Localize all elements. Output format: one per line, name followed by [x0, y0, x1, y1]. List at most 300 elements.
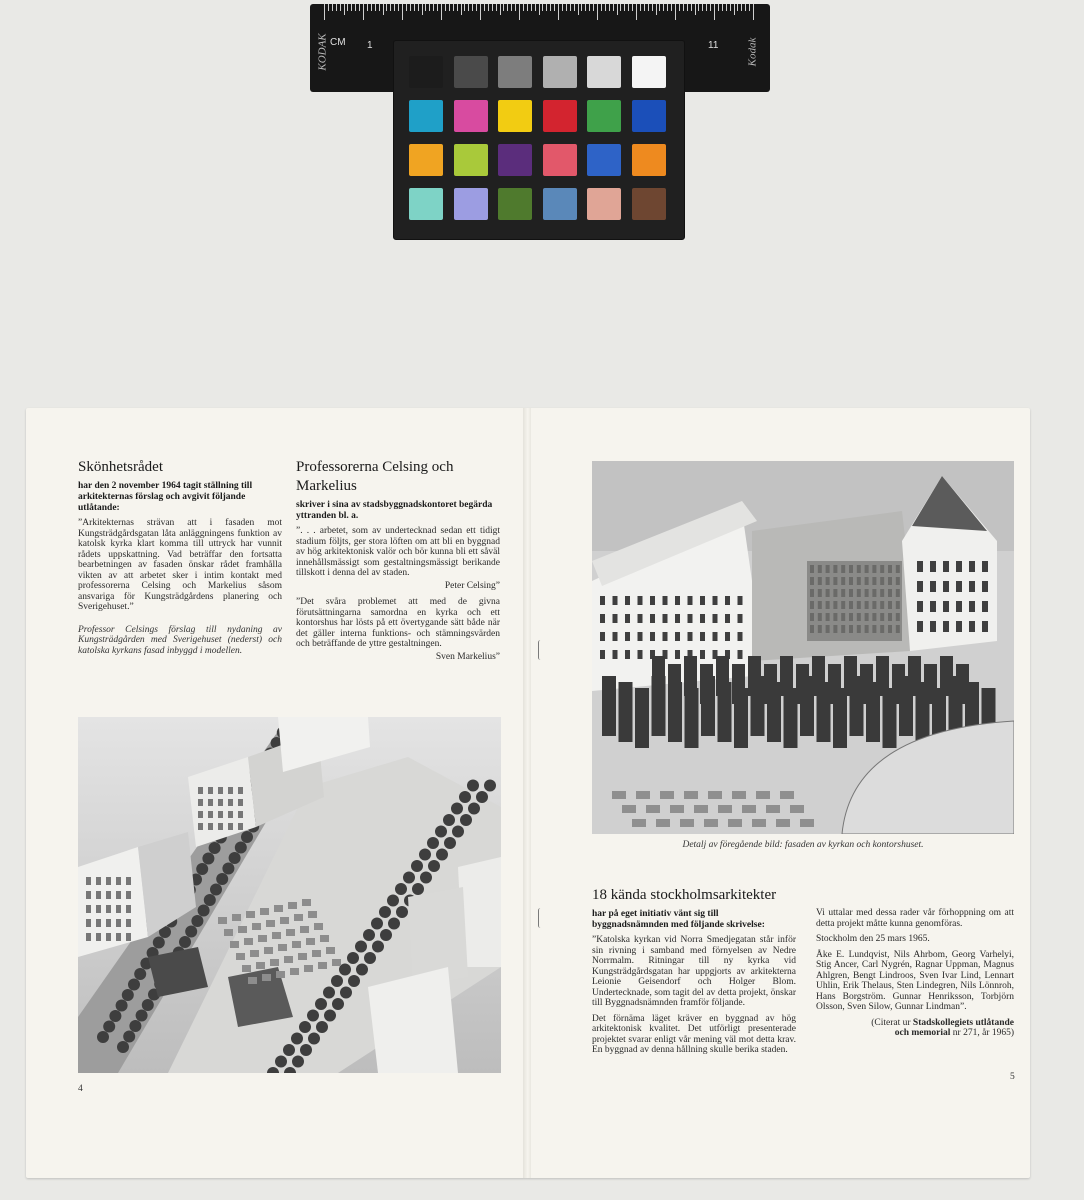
paving-tile	[236, 953, 245, 960]
ruler-tick	[488, 4, 489, 11]
window	[96, 919, 101, 927]
ruler-tick	[566, 4, 567, 11]
window	[198, 811, 203, 818]
window	[943, 601, 949, 612]
tree	[411, 860, 423, 872]
window	[713, 614, 718, 623]
facade-window	[849, 589, 853, 597]
right-page	[526, 408, 1030, 1178]
tree-block	[860, 664, 873, 704]
quote-text	[296, 526, 500, 662]
ruler-tick	[398, 4, 399, 11]
skonhetsradet-column	[78, 458, 282, 656]
window	[638, 614, 643, 623]
signatories-list: Åke E. Lundqvist, Nils Ahrbom, Georg Varhelyi, Stig Ancer, Carl Nygrén, Ragnar Uppman, Magnus Ahlgren, Bengt Lindroos, Sven Ivar Lind, Lennart Uhlin, Erik Thelaus, Sten Lindegren, Nils Lönnroh, Hans Borgström. Gunnar Henriksson, Torbjörn Olsson, Sven Silow, Gunnar Lindman”.	[816, 949, 1014, 1012]
tree	[427, 837, 439, 849]
tree	[476, 791, 488, 803]
window	[663, 596, 668, 605]
facade-window	[888, 613, 892, 621]
tree	[202, 853, 214, 865]
window	[238, 823, 243, 830]
window	[600, 596, 605, 605]
ruler-tick	[683, 4, 684, 11]
window	[956, 561, 962, 572]
ruler-tick	[667, 4, 668, 11]
ruler-tick	[379, 4, 380, 11]
color-swatch	[632, 100, 666, 132]
color-swatch	[454, 56, 488, 88]
color-swatch	[498, 144, 532, 176]
paving-tile	[244, 938, 253, 945]
paving-tile	[680, 819, 694, 827]
window	[638, 632, 643, 641]
photo-caption: Professor Celsings förslag till nydaning av Kungsträdgården med Sverigehuset (nederst) och katolska kyrkans fasad inbyggd i modellen.	[78, 624, 282, 656]
section-lead: har den 2 november 1964 tagit ställning till arkitekternas förslag och avgivit följande utlåtande:	[78, 481, 253, 513]
paving-tile	[318, 962, 327, 969]
window	[208, 811, 213, 818]
ruler-tick	[585, 4, 586, 11]
facade-window	[818, 577, 822, 585]
ruler-tick	[597, 4, 598, 20]
window	[198, 823, 203, 830]
ruler-tick	[644, 4, 645, 11]
staple	[538, 908, 543, 928]
tree	[216, 873, 228, 885]
signature: Peter Celsing”	[444, 580, 500, 591]
ruler-tick	[671, 4, 672, 11]
ruler-tick	[402, 4, 403, 20]
facade-window	[865, 577, 869, 585]
tree	[451, 803, 463, 815]
ruler-tick	[367, 4, 368, 11]
tree	[331, 975, 343, 987]
facade-window	[888, 601, 892, 609]
window	[116, 933, 121, 941]
tree	[363, 929, 375, 941]
window	[86, 933, 91, 941]
window	[600, 632, 605, 641]
open-booklet	[26, 408, 1030, 1178]
paving-tile	[292, 941, 301, 948]
tree-block	[602, 676, 616, 736]
facade-window	[872, 625, 876, 633]
facade-window	[896, 601, 900, 609]
facade-window	[857, 601, 861, 609]
facade-window	[818, 589, 822, 597]
window	[956, 621, 962, 632]
ruler-tick	[433, 4, 434, 11]
ruler-tick	[640, 4, 641, 11]
ruler-brand-left: KODAK	[316, 33, 329, 71]
facade-window	[896, 625, 900, 633]
ruler-tick	[726, 4, 727, 11]
window	[943, 621, 949, 632]
ruler-tick	[753, 4, 754, 20]
section-heading: Professorerna Celsing och Markelius	[296, 459, 454, 494]
ruler-tick	[515, 4, 516, 11]
window	[738, 650, 743, 659]
tree-block	[700, 664, 713, 704]
ruler-tick	[675, 4, 676, 20]
paving-tile	[256, 962, 265, 969]
facade-window	[857, 589, 861, 597]
paving-tile	[660, 791, 674, 799]
tree-block	[764, 664, 777, 704]
ruler-tick	[340, 4, 341, 11]
window	[86, 905, 91, 913]
ruler-tick	[698, 4, 699, 11]
paving-tile	[656, 819, 670, 827]
letter-text	[592, 935, 796, 1056]
paving-tile	[258, 935, 267, 942]
paving-tile	[780, 791, 794, 799]
color-swatch	[587, 56, 621, 88]
window	[218, 811, 223, 818]
color-swatch	[632, 188, 666, 220]
paving-tile	[646, 805, 660, 813]
tree	[103, 1021, 115, 1033]
ruler-tick	[351, 4, 352, 11]
ruler-ticks	[324, 4, 760, 34]
section-lead: skriver i sina av stadsbyggnadskontoret begärda yttranden bl. a.	[296, 500, 493, 521]
ruler-tick	[570, 4, 571, 11]
ruler-tick	[737, 4, 738, 11]
ruler-tick	[527, 4, 528, 11]
color-swatch	[543, 100, 577, 132]
window	[969, 601, 975, 612]
paving-tile	[308, 911, 317, 918]
window	[930, 601, 936, 612]
tree	[275, 1056, 287, 1068]
facade-window	[896, 577, 900, 585]
ruler-tick	[511, 4, 512, 11]
window	[725, 632, 730, 641]
tree-block	[940, 656, 953, 696]
window	[713, 596, 718, 605]
facade-window	[865, 601, 869, 609]
window	[700, 632, 705, 641]
tree	[460, 814, 472, 826]
window	[126, 919, 131, 927]
window	[613, 614, 618, 623]
facade-window	[880, 589, 884, 597]
ruler-tick	[531, 4, 532, 11]
color-swatch	[409, 56, 443, 88]
facade-window	[888, 589, 892, 597]
ruler-tick	[659, 4, 660, 11]
tree	[291, 1033, 303, 1045]
color-swatch	[632, 144, 666, 176]
window	[96, 933, 101, 941]
ruler-tick	[418, 4, 419, 11]
facade-window	[818, 613, 822, 621]
window	[700, 596, 705, 605]
window	[638, 650, 643, 659]
tree-block	[685, 688, 699, 748]
paving-tile	[274, 905, 283, 912]
facade-window	[865, 589, 869, 597]
ruler-tick	[492, 4, 493, 11]
tree	[315, 998, 327, 1010]
tree	[204, 894, 216, 906]
paving-tile	[250, 950, 259, 957]
tree	[323, 987, 335, 999]
facade-window	[849, 577, 853, 585]
tree	[191, 915, 203, 927]
window	[663, 614, 668, 623]
facade-window	[880, 577, 884, 585]
ruler-tick	[386, 4, 387, 11]
paving-tile	[704, 819, 718, 827]
facade-window	[880, 565, 884, 573]
ruler-tick	[422, 4, 423, 15]
tree-block	[748, 656, 761, 696]
ruler-tick	[539, 4, 540, 15]
paving-tile	[718, 805, 732, 813]
paving-tile	[302, 899, 311, 906]
window	[943, 581, 949, 592]
tree-block	[716, 656, 729, 696]
paving-tile	[280, 917, 289, 924]
tree	[122, 989, 134, 1001]
citation-source: Stadskollegiets utlåtande	[912, 1017, 1014, 1028]
window	[688, 614, 693, 623]
tree	[436, 849, 448, 861]
letter-text	[816, 908, 1014, 1039]
window	[688, 596, 693, 605]
ruler-tick	[695, 4, 696, 15]
ruler-tick	[617, 4, 618, 15]
tree	[372, 941, 384, 953]
ruler-tick	[332, 4, 333, 11]
ruler-number: 11	[708, 40, 719, 51]
ruler-tick	[609, 4, 610, 11]
window	[982, 621, 988, 632]
window	[86, 891, 91, 899]
paving-tile	[248, 977, 257, 984]
facade-window	[865, 565, 869, 573]
window	[650, 632, 655, 641]
ruler-tick	[355, 4, 356, 11]
tree	[128, 979, 140, 991]
facade-window	[818, 601, 822, 609]
facade-window	[833, 565, 837, 573]
paving-tile	[246, 911, 255, 918]
ruler-tick	[328, 4, 329, 11]
facade-window	[826, 601, 830, 609]
tree	[209, 842, 221, 854]
ruler-tick	[578, 4, 579, 15]
tree	[324, 1010, 336, 1022]
tree	[459, 791, 471, 803]
facade-window	[849, 565, 853, 573]
ruler-tick	[554, 4, 555, 11]
ruler-tick	[472, 4, 473, 11]
facade-window	[888, 625, 892, 633]
paving-tile	[332, 959, 341, 966]
facade-window	[888, 577, 892, 585]
paving-tile	[276, 971, 285, 978]
facade-window	[896, 589, 900, 597]
paving-tile	[800, 819, 814, 827]
paving-tile	[264, 947, 273, 954]
tree	[283, 1044, 295, 1056]
window	[738, 596, 743, 605]
window	[613, 596, 618, 605]
paving-tile	[320, 935, 329, 942]
facade-window	[857, 625, 861, 633]
paving-tile	[312, 950, 321, 957]
window	[613, 632, 618, 641]
facade-window	[833, 589, 837, 597]
ruler-tick	[523, 4, 524, 11]
ruler-tick	[581, 4, 582, 11]
window	[106, 877, 111, 885]
facade-window	[849, 613, 853, 621]
tree	[412, 883, 424, 895]
paving-tile	[790, 805, 804, 813]
ruler-tick	[484, 4, 485, 11]
model-aerial-image	[78, 717, 501, 1073]
ruler-tick	[632, 4, 633, 11]
ruler-tick	[648, 4, 649, 11]
ruler-tick	[601, 4, 602, 11]
tree	[300, 1044, 312, 1056]
ruler-tick	[336, 4, 337, 11]
letter-paragraph: ”Katolska kyrkan vid Norra Smedjegatan står inför sin rivning i samband med förnyelsen av Nedre Norrmalm. Ritningar till ny kyrka vid Kungsträdgårdsgatan har uppgjorts av arkitekterna Leionie Geisendorf och Holger Blom. Undertecknade, som tagit del av detta projekt, önskar till Byggnadsnämnden framför följande.	[592, 935, 796, 1008]
photo-caption: Detalj av föregående bild: fasaden av kyrkan och kontorshuset.	[682, 840, 924, 850]
paving-tile	[622, 805, 636, 813]
window	[228, 811, 233, 818]
architects-column	[592, 886, 796, 1061]
tree	[196, 863, 208, 875]
signatories-column	[816, 904, 1014, 1044]
facade-window	[841, 565, 845, 573]
paving-tile	[766, 805, 780, 813]
page-number: 4	[78, 1084, 83, 1094]
window	[675, 596, 680, 605]
tree	[316, 1021, 328, 1033]
ruler-tick	[589, 4, 590, 11]
tree	[348, 975, 360, 987]
tree	[136, 1010, 148, 1022]
window	[700, 650, 705, 659]
tree	[292, 1056, 304, 1068]
ruler-tick	[363, 4, 364, 20]
window	[86, 877, 91, 885]
tree	[235, 842, 247, 854]
window	[625, 614, 630, 623]
tree-block	[668, 664, 681, 704]
ruler-tick	[429, 4, 430, 11]
facade-window	[857, 577, 861, 585]
tree	[97, 1031, 109, 1043]
paving-tile	[326, 947, 335, 954]
window	[663, 632, 668, 641]
model-aerial-photo	[78, 717, 501, 1073]
window	[969, 581, 975, 592]
facade-window	[880, 625, 884, 633]
section-heading: Skönhetsrådet	[78, 459, 163, 475]
ruler-tick	[461, 4, 462, 15]
window	[198, 799, 203, 806]
facade-window	[826, 589, 830, 597]
color-swatch	[409, 188, 443, 220]
tree	[444, 837, 456, 849]
window	[228, 823, 233, 830]
tree-block	[796, 664, 809, 704]
window	[930, 621, 936, 632]
paving-tile	[306, 938, 315, 945]
ruler-tick	[730, 4, 731, 11]
tree	[153, 937, 165, 949]
paving-tile	[232, 914, 241, 921]
window	[943, 561, 949, 572]
facade-window	[833, 625, 837, 633]
tree-block	[780, 656, 793, 696]
window	[930, 561, 936, 572]
tree	[241, 831, 253, 843]
window	[218, 799, 223, 806]
quote-paragraph: ”Arkitekternas strävan att i fasaden mot Kungsträdgårdsgatan låta anläggningens funktion av katolsk kyrka klart komma till uttryck har vunnit rådets uppskattning. Vad beträffar den fortsatta bearbetningen av fasaden önskar rådet framhålla vikten av att arbetet sker i intim kontakt med professorerna Celsing och Markelius såsom ansvariga för Kungsträdgårdens planering och Sverigehuset.”	[78, 518, 282, 612]
citation	[816, 1018, 1014, 1039]
ruler-unit-label: CM	[330, 37, 346, 48]
window	[238, 787, 243, 794]
ruler-tick	[406, 4, 407, 11]
ruler-tick	[691, 4, 692, 11]
paving-tile	[636, 791, 650, 799]
facade-window	[865, 625, 869, 633]
window	[106, 933, 111, 941]
ruler-tick	[624, 4, 625, 11]
tree	[340, 987, 352, 999]
ruler-tick	[710, 4, 711, 11]
ruler-tick	[687, 4, 688, 11]
paving-tile	[728, 819, 742, 827]
tree	[347, 952, 359, 964]
paving-tile	[290, 968, 299, 975]
facade-window	[857, 613, 861, 621]
window	[982, 581, 988, 592]
window	[688, 632, 693, 641]
ruler-tick	[749, 4, 750, 11]
tree	[356, 964, 368, 976]
paving-tile	[272, 932, 281, 939]
window	[725, 614, 730, 623]
facade-window	[880, 613, 884, 621]
tree	[109, 1010, 121, 1022]
window	[228, 799, 233, 806]
paving-tile	[230, 941, 239, 948]
ruler-tick	[550, 4, 551, 11]
tree	[387, 895, 399, 907]
ruler-tick	[628, 4, 629, 11]
ruler-tick	[375, 4, 376, 11]
ruler-tick	[605, 4, 606, 11]
tree-block	[956, 664, 969, 704]
tree	[117, 1041, 129, 1053]
paving-tile	[278, 944, 287, 951]
facade-window	[896, 613, 900, 621]
ruler-tick	[390, 4, 391, 11]
window	[106, 919, 111, 927]
color-swatch	[454, 100, 488, 132]
window	[675, 614, 680, 623]
ruler-tick	[714, 4, 715, 20]
tree	[222, 863, 234, 875]
facade-window	[872, 565, 876, 573]
tree	[308, 1033, 320, 1045]
